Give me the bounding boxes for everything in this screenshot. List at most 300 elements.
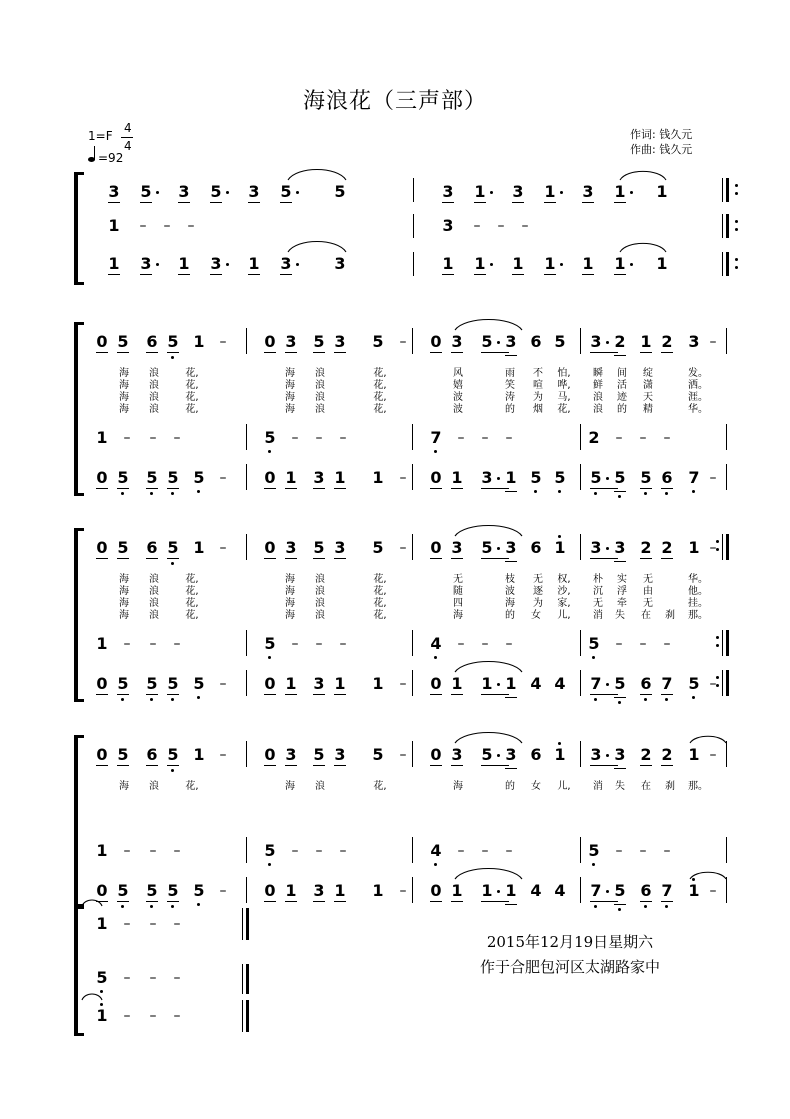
sys3-v3-note: 6 — [640, 674, 652, 693]
sys4-tie-bottom — [690, 872, 726, 879]
sys4-lyric: 在 — [641, 781, 651, 792]
sys2-lyric: 怕, — [557, 368, 571, 379]
sys4-v1-note: 5 — [313, 745, 325, 764]
sys3-v3-note: 7 — [661, 674, 673, 693]
sys1-voice3-note: 1 — [178, 254, 190, 273]
sys1-voice2-note: 3 — [442, 216, 454, 235]
sys2-lyric: 浪 — [593, 392, 603, 403]
sys4-v2-dash: – — [173, 843, 181, 859]
sys3-lyric: 那。 — [688, 610, 708, 621]
sys3-v2-dash: – — [615, 636, 623, 652]
sys3-v2-dash: – — [339, 636, 347, 652]
sys4-v3-note: 1 — [481, 881, 493, 900]
sys2-lyric: 海 — [119, 392, 129, 403]
sys4-v3-note: 4 — [554, 881, 566, 900]
sys4-v1-note: 6 — [146, 745, 158, 764]
sys2-v2-dash: – — [457, 430, 465, 446]
sys2-lyric: 烟 — [533, 404, 543, 415]
sys3-v1-note: 3 — [334, 538, 346, 557]
sys1-voice1-note: 3 — [108, 182, 120, 201]
sys5-v1-dash: – — [149, 916, 157, 932]
sys4-v3-dash: – — [399, 883, 407, 899]
sys3-v1-note: 3 — [451, 538, 463, 557]
sys4-v1-note: 0 — [430, 745, 442, 764]
key-signature: 1=F — [88, 129, 113, 143]
sys3-v3-note: 5 — [614, 674, 626, 693]
sys4-lyric: 那。 — [688, 781, 708, 792]
sys3-lyric: 无 — [643, 574, 653, 585]
sys3-lyric: 浪 — [149, 574, 159, 585]
sys3-lyric: 华。 — [688, 574, 708, 585]
sys4-v3-note: 0 — [96, 881, 108, 900]
sys2-v3-note: 1 — [451, 468, 463, 487]
sys3-v2-dash: – — [123, 636, 131, 652]
sys3-v1-note: 2 — [640, 538, 652, 557]
sys3-v3-note: 0 — [96, 674, 108, 693]
sys2-v2-dash: – — [291, 430, 299, 446]
sys1-voice1-note: 5 — [280, 182, 292, 201]
sys2-v1-dash: – — [709, 334, 717, 350]
sys2-v1-note: 1 — [193, 332, 205, 351]
sys4-v3-note: 0 — [430, 881, 442, 900]
sys4-v2-dash: – — [315, 843, 323, 859]
sys5-tie-in — [82, 900, 102, 906]
sys2-v3-note: 1 — [285, 468, 297, 487]
sys2-lyric: 浪 — [315, 368, 325, 379]
sys2-lyric: 嬉 — [453, 380, 463, 391]
sys2-v1-dash: – — [399, 334, 407, 350]
sys3-v3-note: 0 — [264, 674, 276, 693]
sys2-lyric: 海 — [119, 404, 129, 415]
sys4-v1-note: 5 — [167, 745, 179, 764]
sys2-v1-note: 3 — [451, 332, 463, 351]
sys2-v3-note: 5 — [167, 468, 179, 487]
sys2-v3-note: 0 — [264, 468, 276, 487]
sys4-v1-note: 1 — [193, 745, 205, 764]
sys3-v3-note: 1 — [285, 674, 297, 693]
sys2-lyric: 笑 — [505, 380, 515, 391]
sys3-v3-note: 1 — [481, 674, 493, 693]
sys1-voice3-note: 1 — [474, 254, 486, 273]
sys2-lyric: 花, — [185, 380, 199, 391]
time-signature-numerator: 4 — [124, 121, 132, 135]
sys2-lyric: 花, — [557, 404, 571, 415]
sys5-v2-dash: – — [123, 970, 131, 986]
sys4-v2-dash: – — [481, 843, 489, 859]
sys2-lyric: 涛 — [505, 392, 515, 403]
sys3-v1-note: 6 — [530, 538, 542, 557]
sys2-lyric: 风 — [453, 368, 463, 379]
sys3-lyric: 的 — [505, 610, 515, 621]
sys3-lyric: 逐 — [533, 586, 543, 597]
sys2-v1-note: 5 — [313, 332, 325, 351]
sys1-voice2-dash: – — [497, 218, 505, 234]
sys4-lyric: 浪 — [149, 781, 159, 792]
sys4-lyric: 儿, — [557, 781, 571, 792]
sys4-v1-note: 3 — [505, 745, 517, 764]
sys2-v1-note: 0 — [96, 332, 108, 351]
sys1-voice1-note: 1 — [656, 182, 668, 201]
sys2-lyric: 波 — [453, 392, 463, 403]
sys2-v2-dash: – — [173, 430, 181, 446]
sys3-v3-note: 0 — [430, 674, 442, 693]
sys3-v2-dash: – — [149, 636, 157, 652]
sys2-lyric: 海 — [285, 380, 295, 391]
sys2-lyric: 花, — [185, 392, 199, 403]
sys2-lyric: 海 — [119, 368, 129, 379]
sys4-lyric: 女 — [531, 781, 541, 792]
sys2-v1-note: 2 — [661, 332, 673, 351]
sys1-slur — [288, 242, 346, 253]
sys3-v3-note: 5 — [117, 674, 129, 693]
sys2-v2-dash: – — [615, 430, 623, 446]
footer-place: 作于合肥包河区太湖路家中 — [479, 958, 660, 976]
sys3-slur — [455, 526, 522, 537]
sys2-v1-note: 5 — [167, 332, 179, 351]
sys2-lyric: 瞬 — [593, 368, 603, 379]
sys2-v2-note: 7 — [430, 428, 442, 447]
sys4-v3-note: 1 — [505, 881, 517, 900]
sys4-v1-note: 3 — [285, 745, 297, 764]
sys1-voice1-note: 3 — [442, 182, 454, 201]
sys2-v3-note: 0 — [430, 468, 442, 487]
sys5-v2-dash: – — [149, 970, 157, 986]
sys3-v1-note: 5 — [117, 538, 129, 557]
sys5-v1-note: 1 — [96, 914, 108, 933]
sys4-v2-dash: – — [639, 843, 647, 859]
sys1-voice1-note: 3 — [582, 182, 594, 201]
sys4-lyric: 的 — [505, 781, 515, 792]
sys5-tie-in-bottom — [82, 994, 102, 1000]
sys2-lyric: 的 — [617, 404, 627, 415]
sys2-lyric: 发。 — [688, 368, 708, 379]
sys3-lyric: 无 — [453, 574, 463, 585]
sys2-v3-note: 1 — [334, 468, 346, 487]
sys5-v1-dash: – — [173, 916, 181, 932]
sys1-slur — [620, 243, 666, 252]
sys1-voice3-note: 1 — [248, 254, 260, 273]
sys4-v3-note: 7 — [661, 881, 673, 900]
sys3-lyric: 浪 — [149, 610, 159, 621]
sys4-v3-note: 1 — [285, 881, 297, 900]
sys2-v3-note: 7 — [688, 468, 700, 487]
sys1-voice1-note: 3 — [512, 182, 524, 201]
sys3-v1-dash: – — [709, 540, 717, 556]
sys3-v1-dash: – — [219, 540, 227, 556]
sys3-lyric: 花, — [185, 598, 199, 609]
sys3-v1-note: 2 — [661, 538, 673, 557]
sys2-lyric: 花, — [373, 392, 387, 403]
sys3-v2-dash: – — [457, 636, 465, 652]
sys4-v2-dash: – — [615, 843, 623, 859]
sys2-v1-note: 3 — [590, 332, 602, 351]
sys2-lyric: 的 — [505, 404, 515, 415]
sys5-v2-note: 5 — [96, 968, 108, 987]
sys3-v2-dash: – — [639, 636, 647, 652]
sys4-v1-note: 1 — [554, 745, 566, 764]
sys3-lyric: 家, — [557, 598, 571, 609]
sys3-v1-note: 1 — [554, 538, 566, 557]
sys2-v3-note: 5 — [146, 468, 158, 487]
sys3-lyric: 在 — [641, 610, 651, 621]
sys4-v3-note: 1 — [334, 881, 346, 900]
sys3-v2-dash: – — [505, 636, 513, 652]
sys1-voice1-note: 5 — [140, 182, 152, 201]
sys4-v2-note: 5 — [264, 841, 276, 860]
footer-date: 2015年12月19日星期六 — [486, 933, 654, 951]
sys3-v1-note: 5 — [313, 538, 325, 557]
sys3-v1-dash: – — [399, 540, 407, 556]
tempo-marking: =92 — [98, 151, 124, 165]
sys2-v3-note: 1 — [505, 468, 517, 487]
sys3-lyric: 消 — [593, 610, 603, 621]
sys2-v2-note: 5 — [264, 428, 276, 447]
sys3-v2-dash: – — [663, 636, 671, 652]
sys3-v1-note: 5 — [372, 538, 384, 557]
sys2-v1-note: 5 — [481, 332, 493, 351]
sys2-v3-note: 5 — [530, 468, 542, 487]
sys3-lyric: 花, — [185, 610, 199, 621]
sys3-v3-dash: – — [399, 676, 407, 692]
sys3-lyric: 花, — [373, 598, 387, 609]
sys4-v1-note: 5 — [481, 745, 493, 764]
sys3-lyric: 浮 — [617, 586, 627, 597]
sys3-lyric: 沙, — [557, 586, 571, 597]
sys4-lyric: 海 — [453, 781, 463, 792]
sys4-v3-note: 5 — [167, 881, 179, 900]
sys2-lyric: 不 — [533, 368, 543, 379]
sys4-v1-dash: – — [219, 747, 227, 763]
sys3-lyric: 枝 — [505, 574, 515, 585]
sys1-voice2-dash: – — [187, 218, 195, 234]
sys1-voice3-note: 3 — [280, 254, 292, 273]
sys2-lyric: 迹 — [617, 392, 627, 403]
sys3-v3-note: 5 — [688, 674, 700, 693]
sys4-v3-note: 0 — [264, 881, 276, 900]
sys3-lyric: 海 — [505, 598, 515, 609]
sys2-lyric: 浪 — [315, 404, 325, 415]
sys2-v1-note: 3 — [285, 332, 297, 351]
sys4-v1-note: 6 — [530, 745, 542, 764]
sys4-v2-dash: – — [457, 843, 465, 859]
sys3-v1-note: 1 — [688, 538, 700, 557]
sys4-v1-note: 3 — [590, 745, 602, 764]
sys3-lyric: 花, — [373, 610, 387, 621]
time-signature-denominator: 4 — [124, 139, 132, 153]
sys2-lyric: 潇 — [643, 380, 653, 391]
sys3-lyric: 失 — [615, 610, 625, 621]
sys3-lyric: 他。 — [688, 586, 708, 597]
sys1-voice2-note: 1 — [108, 216, 120, 235]
sys4-v3-dash: – — [219, 883, 227, 899]
sys2-v3-note: 5 — [554, 468, 566, 487]
sys3-lyric: 牵 — [617, 598, 627, 609]
sys5-v2-dash: – — [173, 970, 181, 986]
sys2-v2-dash: – — [123, 430, 131, 446]
sys2-lyric: 花, — [373, 380, 387, 391]
sys2-v3-note: 5 — [193, 468, 205, 487]
composer-credit: 作曲: 钱久元 — [630, 143, 693, 156]
sys4-v3-note: 5 — [614, 881, 626, 900]
sys1-voice1-note: 1 — [614, 182, 626, 201]
sys3-v3-note: 7 — [590, 674, 602, 693]
sys3-v3-note: 5 — [167, 674, 179, 693]
sys2-lyric: 花, — [185, 404, 199, 415]
sys1-voice2-dash: – — [521, 218, 529, 234]
sys4-v2-note: 1 — [96, 841, 108, 860]
sys3-v3-note: 5 — [193, 674, 205, 693]
sys2-v3-dash: – — [219, 470, 227, 486]
sys4-v1-note: 2 — [640, 745, 652, 764]
sys2-v3-note: 3 — [481, 468, 493, 487]
sys3-v3-note: 5 — [146, 674, 158, 693]
sys4-v3-note: 3 — [313, 881, 325, 900]
sys3-lyric: 随 — [453, 586, 463, 597]
sys2-v1-note: 3 — [505, 332, 517, 351]
sys1-voice3-note: 3 — [210, 254, 222, 273]
sys4-v3-note: 4 — [530, 881, 542, 900]
sys4-v1-dash: – — [399, 747, 407, 763]
sys2-v3-note: 5 — [590, 468, 602, 487]
sys4-tie — [690, 736, 726, 743]
sys2-lyric: 浪 — [149, 368, 159, 379]
sys2-lyric: 海 — [285, 392, 295, 403]
sys2-lyric: 浪 — [315, 392, 325, 403]
sys3-lyric: 海 — [119, 574, 129, 585]
sys3-lyric: 挂。 — [688, 598, 708, 609]
sys4-lyric: 刹 — [665, 781, 675, 792]
sys3-v3-note: 1 — [451, 674, 463, 693]
sys3-lyric: 女 — [531, 610, 541, 621]
sys2-lyric: 海 — [119, 380, 129, 391]
sys3-lyric: 浪 — [315, 610, 325, 621]
sys3-lyric: 浪 — [315, 574, 325, 585]
sys3-lyric: 海 — [119, 586, 129, 597]
sys2-v3-note: 0 — [96, 468, 108, 487]
sys4-lyric: 失 — [615, 781, 625, 792]
sys2-lyric: 哗, — [557, 380, 571, 391]
sys2-lyric: 花, — [373, 404, 387, 415]
sys3-v2-note: 1 — [96, 634, 108, 653]
sys2-lyric: 天 — [643, 392, 653, 403]
sys2-v3-note: 3 — [313, 468, 325, 487]
sys2-v3-note: 5 — [614, 468, 626, 487]
sys4-v3-note: 5 — [146, 881, 158, 900]
sys4-v1-note: 2 — [661, 745, 673, 764]
sys3-v3-note: 4 — [530, 674, 542, 693]
sys3-lyric: 花, — [373, 574, 387, 585]
sys2-lyric: 绽 — [643, 368, 653, 379]
sys3-v1-note: 0 — [96, 538, 108, 557]
sys2-v1-note: 0 — [264, 332, 276, 351]
sys3-lyric: 花, — [185, 574, 199, 585]
sys3-lyric: 海 — [119, 598, 129, 609]
sys3-v3-dash: – — [709, 676, 717, 692]
sys4-v2-dash: – — [123, 843, 131, 859]
sys3-lyric: 波 — [505, 586, 515, 597]
sys3-v2-note: 5 — [588, 634, 600, 653]
sys3-v1-note: 0 — [430, 538, 442, 557]
sys1-voice3-note: 1 — [544, 254, 556, 273]
song-title: 海浪花（三声部） — [302, 89, 487, 114]
sys4-v2-note: 5 — [588, 841, 600, 860]
sys3-v2-dash: – — [481, 636, 489, 652]
sys2-v2-dash: – — [315, 430, 323, 446]
sys4-lyric: 花, — [373, 781, 387, 792]
sys3-lyric: 实 — [617, 574, 627, 585]
sys2-lyric: 鲜 — [593, 380, 603, 391]
sys3-v1-note: 0 — [264, 538, 276, 557]
sys4-v1-note: 0 — [96, 745, 108, 764]
sys2-lyric: 浪 — [315, 380, 325, 391]
sys3-v1-note: 6 — [146, 538, 158, 557]
sys4-v1-note: 0 — [264, 745, 276, 764]
sys4-v1-dash: – — [709, 747, 717, 763]
sys4-v1-note: 5 — [372, 745, 384, 764]
sys4-v3-note: 6 — [640, 881, 652, 900]
sys3-lyric: 儿, — [557, 610, 571, 621]
sys3-v3-note: 3 — [313, 674, 325, 693]
sys3-lyric: 权, — [557, 574, 571, 585]
sys1-slur — [288, 170, 346, 181]
sys1-voice3-note: 1 — [108, 254, 120, 273]
sys1-voice3-note: 1 — [512, 254, 524, 273]
sys4-v3-dash: – — [709, 883, 717, 899]
sys3-lyric: 为 — [533, 598, 543, 609]
sys3-slur-bottom — [455, 662, 522, 673]
sys3-lyric: 刹 — [665, 610, 675, 621]
sys3-v3-note: 1 — [372, 674, 384, 693]
sys2-v1-note: 5 — [117, 332, 129, 351]
sys3-lyric: 浪 — [149, 598, 159, 609]
sys2-lyric: 浪 — [149, 392, 159, 403]
sys3-lyric: 海 — [285, 586, 295, 597]
sys2-lyric: 花, — [185, 368, 199, 379]
sys2-v1-dash: – — [219, 334, 227, 350]
sys3-lyric: 无 — [643, 598, 653, 609]
sys3-v2-dash: – — [173, 636, 181, 652]
sys1-voice2-dash: – — [139, 218, 147, 234]
sys3-lyric: 浪 — [315, 598, 325, 609]
sys4-v2-note: 4 — [430, 841, 442, 860]
sys2-v2-note: 1 — [96, 428, 108, 447]
sys2-v1-note: 3 — [688, 332, 700, 351]
sys1-voice3-note: 1 — [442, 254, 454, 273]
sys3-lyric: 海 — [453, 610, 463, 621]
sys4-slur — [455, 733, 522, 744]
sys2-lyric: 海 — [285, 404, 295, 415]
sys4-v3-note: 1 — [372, 881, 384, 900]
sys2-lyric: 波 — [453, 404, 463, 415]
sys3-v1-note: 3 — [590, 538, 602, 557]
sys3-lyric: 浪 — [149, 586, 159, 597]
sys2-lyric: 花, — [373, 368, 387, 379]
sys2-v1-note: 0 — [430, 332, 442, 351]
sys2-lyric: 华。 — [688, 404, 708, 415]
sys1-voice3-note: 1 — [582, 254, 594, 273]
sys3-v1-note: 3 — [614, 538, 626, 557]
sys5-v3-note: 1 — [96, 1006, 108, 1025]
sys3-v3-note: 4 — [554, 674, 566, 693]
sys2-lyric: 马, — [557, 392, 571, 403]
sys3-v1-note: 3 — [285, 538, 297, 557]
sys2-v1-note: 5 — [554, 332, 566, 351]
sys2-lyric: 活 — [617, 380, 627, 391]
sys2-lyric: 涯。 — [688, 392, 708, 403]
sys2-v2-dash: – — [505, 430, 513, 446]
sys2-v2-dash: – — [339, 430, 347, 446]
sys3-lyric: 花, — [373, 586, 387, 597]
